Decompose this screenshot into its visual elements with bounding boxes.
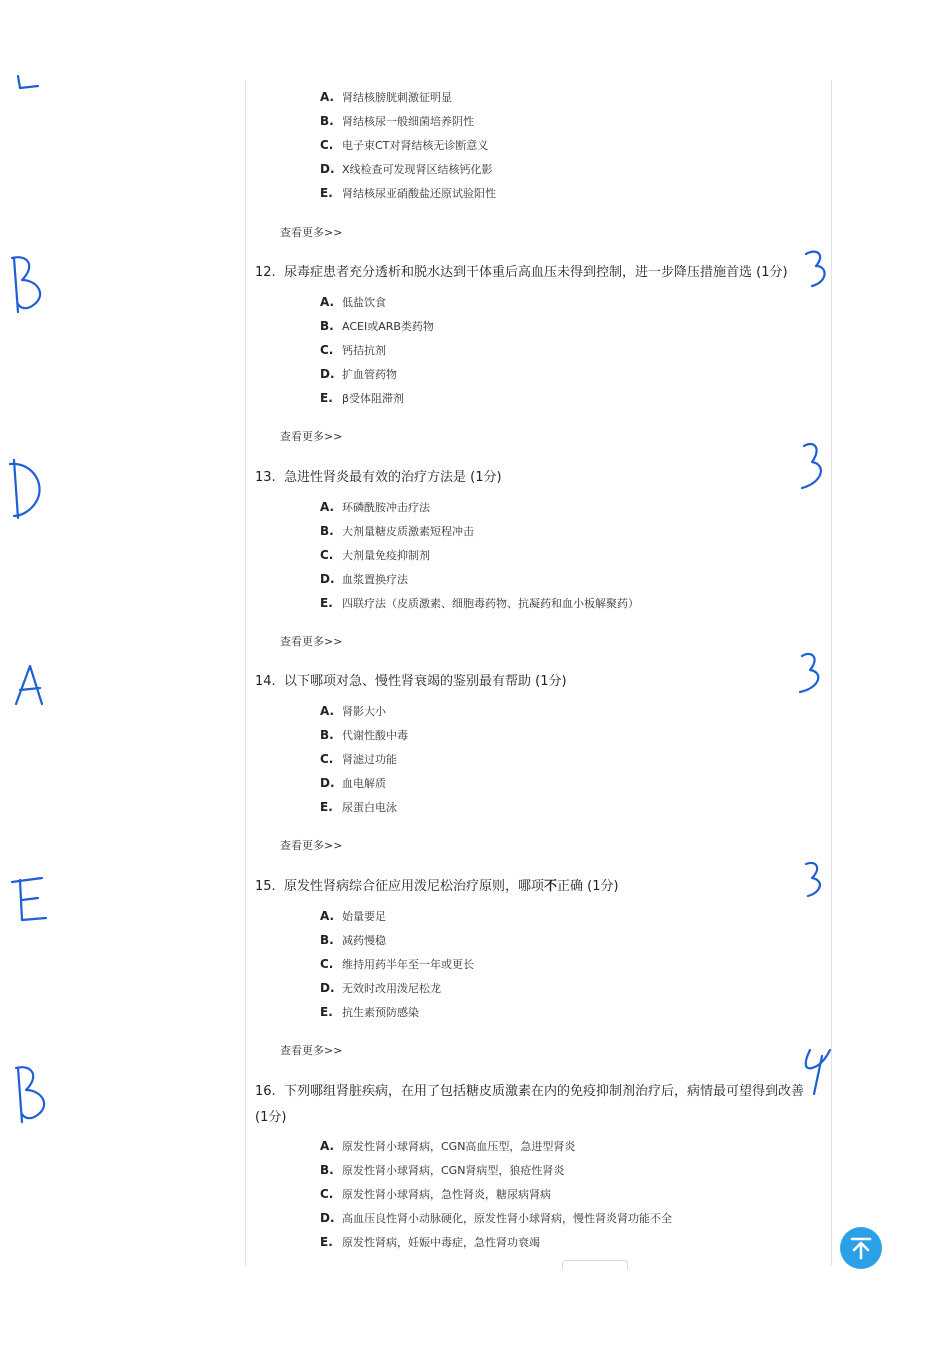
option-text: 肾滤过功能 [342,753,397,766]
option-letter: D. [320,162,335,176]
handwritten-score-4 [800,1046,834,1098]
handwritten-score-3 [798,440,826,492]
option-letter: B. [320,1163,334,1177]
option-letter: E. [320,800,333,814]
option-c[interactable] [320,343,434,367]
option-letter: B. [320,933,334,947]
option-b[interactable] [320,524,639,548]
option-letter: C. [320,343,334,357]
handwritten-answer-d [6,456,46,522]
option-text: 高血压良性肾小动脉硬化，原发性肾小球肾病，慢性肾炎肾功能不全 [342,1212,672,1225]
option-letter: C. [320,957,334,971]
option-letter: C. [320,138,334,152]
question-number: 16. [255,1084,276,1099]
option-letter: B. [320,114,334,128]
option-b[interactable] [320,728,408,752]
option-letter: C. [320,548,334,562]
question-text-before: 原发性肾病综合征应用泼尼松治疗原则，哪项 [284,879,545,894]
option-text: 尿蛋白电泳 [342,801,397,814]
option-text: 代谢性酸中毒 [342,729,408,742]
option-text: 钙拮抗剂 [342,344,386,357]
option-letter: A. [320,295,335,309]
option-letter: A. [320,1139,335,1153]
handwritten-answer-a [12,662,48,708]
option-text: 减药慢稳 [342,934,386,947]
option-d[interactable] [320,981,474,1005]
option-e[interactable] [320,596,639,620]
pagination-tab[interactable] [562,1260,628,1269]
option-c[interactable] [320,548,639,572]
question-number: 13. [255,470,276,485]
question-text: 以下哪项对急、慢性肾衰竭的鉴别最有帮助 (1分) [284,674,567,689]
option-d[interactable] [320,162,496,186]
option-text: 低盐饮食 [342,296,386,309]
option-letter: E. [320,596,333,610]
option-letter: B. [320,728,334,742]
option-a[interactable] [320,909,474,933]
question-title [255,669,815,695]
option-letter: D. [320,572,335,586]
question-panel [245,80,832,1266]
question-text: 尿毒症患者充分透析和脱水达到干体重后高血压未得到控制，进一步降压措施首选 (1分) [284,265,788,280]
handwritten-score-3 [802,860,826,900]
option-text: 原发性肾小球肾病，急性肾炎，糖尿病肾病 [342,1188,551,1201]
prev-question-options [320,90,496,210]
option-letter: A. [320,500,335,514]
option-text: 大剂量糖皮质激素短程冲击 [342,525,474,538]
option-e[interactable] [320,800,408,824]
question-options [320,1139,672,1259]
question-title [255,874,815,900]
question-title [255,465,815,491]
option-letter: E. [320,391,333,405]
question-number: 12. [255,265,276,280]
option-a[interactable] [320,500,639,524]
question-text: 下列哪组肾脏疾病，在用了包括糖皮质激素在内的免疫抑制剂治疗后，病情最可望得到改善 (1分) [255,1084,805,1125]
option-c[interactable] [320,138,496,162]
view-more-link[interactable]: 查看更多>> [280,839,343,852]
option-letter: A. [320,90,335,104]
option-a[interactable] [320,90,496,114]
option-text: ACEI或ARB类药物 [342,320,434,333]
option-letter: B. [320,524,334,538]
option-text: 四联疗法（皮质激素、细胞毒药物、抗凝药和血小板解聚药） [342,597,639,610]
option-c[interactable] [320,1187,672,1211]
option-letter: B. [320,319,334,333]
view-more-link[interactable]: 查看更多>> [280,430,343,443]
handwritten-score-3 [802,248,830,290]
option-letter: A. [320,704,335,718]
option-a[interactable] [320,704,408,728]
option-d[interactable] [320,572,639,596]
option-text: 无效时改用泼尼松龙 [342,982,441,995]
option-text: 抗生素预防感染 [342,1006,419,1019]
handwritten-answer-b [10,1062,54,1128]
option-d[interactable] [320,776,408,800]
option-text: 始量要足 [342,910,386,923]
option-letter: A. [320,909,335,923]
option-text: 肾结核尿一般细菌培养阴性 [342,115,474,128]
option-c[interactable] [320,752,408,776]
option-b[interactable] [320,1163,672,1187]
question-options [320,704,408,824]
question-number: 15. [255,879,276,894]
back-to-top-button[interactable] [840,1227,882,1269]
option-d[interactable] [320,1211,672,1235]
question-text-emphasis: 不 [544,879,558,894]
option-letter: E. [320,186,333,200]
option-text: 原发性肾小球肾病，CGN高血压型，急进型肾炎 [342,1140,576,1153]
option-text: 原发性肾病，妊娠中毒症，急性肾功衰竭 [342,1236,540,1249]
option-letter: D. [320,367,335,381]
option-letter: D. [320,1211,335,1225]
question-text-after: 正确 (1分) [557,879,619,894]
handwritten-answer-e [8,876,48,926]
option-e[interactable] [320,186,496,210]
option-e[interactable] [320,1235,672,1259]
view-more-link[interactable]: 查看更多>> [280,1044,343,1057]
option-b[interactable] [320,933,474,957]
option-e[interactable] [320,391,434,415]
handwritten-score-3 [796,650,824,696]
option-text: 扩血管药物 [342,368,397,381]
option-b[interactable] [320,319,434,343]
option-d[interactable] [320,367,434,391]
option-letter: E. [320,1005,333,1019]
option-text: 大剂量免疫抑制剂 [342,549,430,562]
handwritten-answer-b [6,252,50,318]
option-letter: E. [320,1235,333,1249]
handwritten-mark-top [14,74,44,92]
option-text: 血电解质 [342,777,386,790]
option-text: 环磷酰胺冲击疗法 [342,501,430,514]
option-text: β受体阻滞剂 [342,392,405,405]
option-text: 肾结核膀胱刺激征明显 [342,91,452,104]
question-options [320,295,434,415]
option-e[interactable] [320,1005,474,1029]
option-text: 肾影大小 [342,705,386,718]
option-c[interactable] [320,957,474,981]
question-options [320,500,639,620]
option-letter: D. [320,776,335,790]
option-text: 原发性肾小球肾病，CGN肾病型，狼疮性肾炎 [342,1164,565,1177]
option-letter: C. [320,752,334,766]
option-a[interactable] [320,1139,672,1163]
option-text: X线检查可发现肾区结核钙化影 [342,163,493,176]
view-more-link[interactable]: 查看更多>> [280,226,343,239]
question-number: 14. [255,674,276,689]
option-a[interactable] [320,295,434,319]
question-options [320,909,474,1029]
option-letter: D. [320,981,335,995]
option-text: 维持用药半年至一年或更长 [342,958,474,971]
option-b[interactable] [320,114,496,138]
question-text: 急进性肾炎最有效的治疗方法是 (1分) [284,470,502,485]
question-title [255,260,815,286]
view-more-link[interactable]: 查看更多>> [280,635,343,648]
option-letter: C. [320,1187,334,1201]
option-text: 肾结核尿亚硝酸盐还原试验阳性 [342,187,496,200]
arrow-up-to-top-icon [848,1235,874,1261]
option-text: 电子束CT对肾结核无诊断意义 [342,139,489,152]
option-text: 血浆置换疗法 [342,573,408,586]
question-title [255,1079,815,1131]
